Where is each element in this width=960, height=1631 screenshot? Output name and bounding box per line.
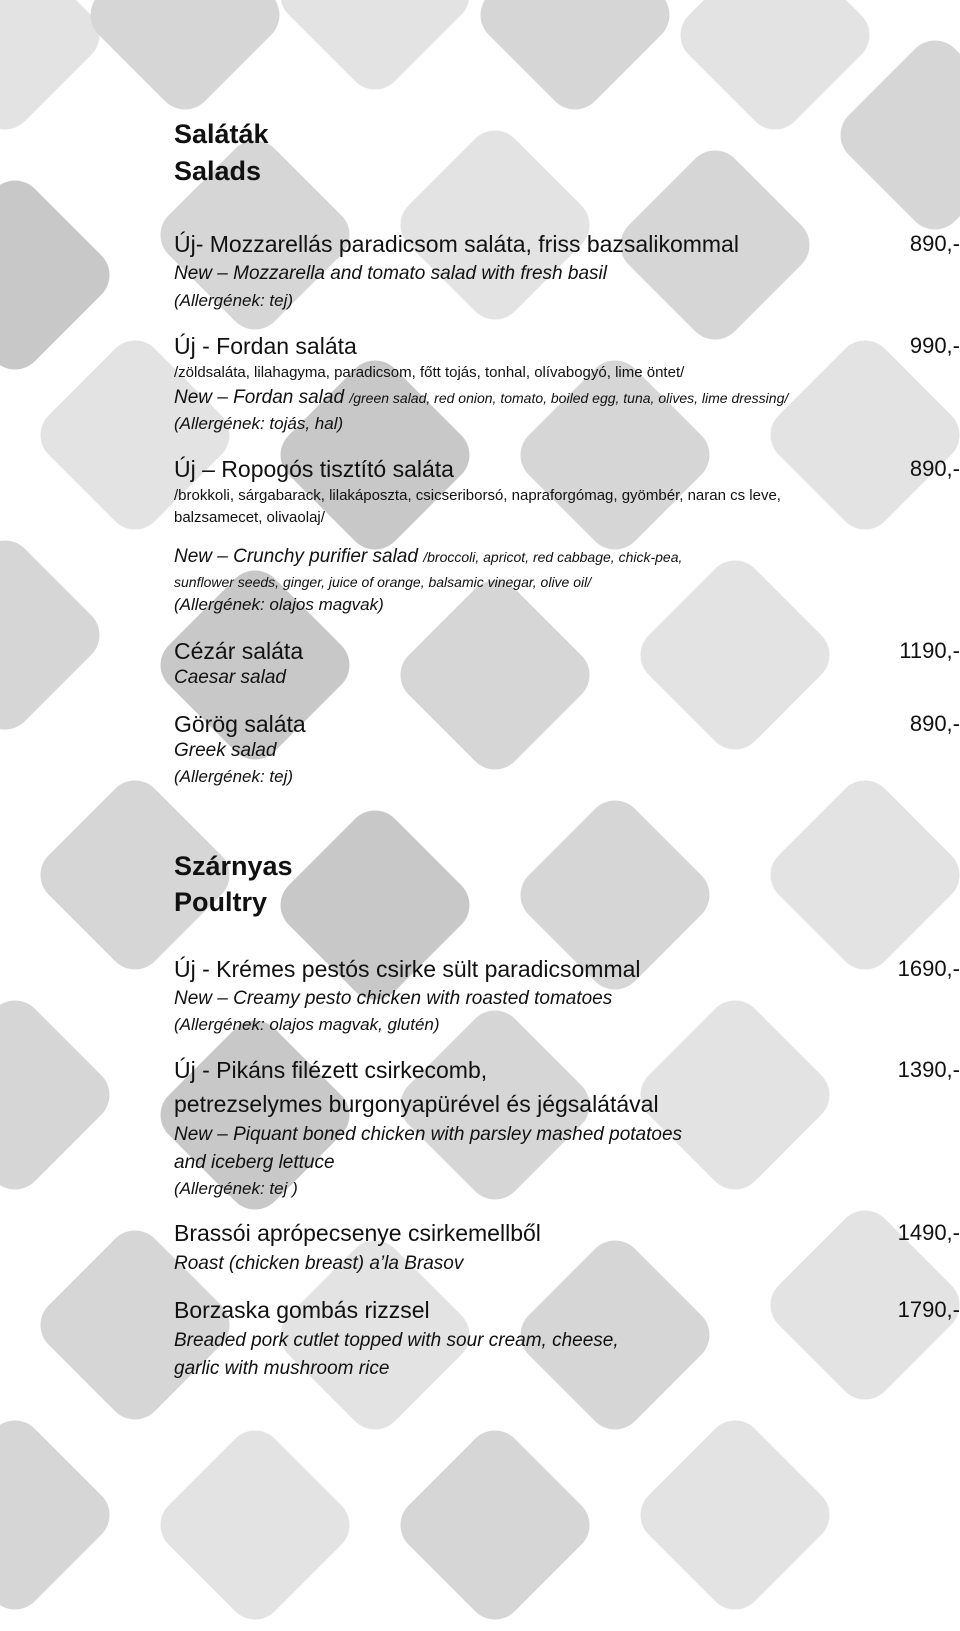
menu-item-allergens: (Allergének: olajos magvak, glutén) — [174, 1015, 440, 1034]
background-tile — [759, 769, 960, 981]
background-tile — [629, 1409, 841, 1621]
menu-item-english: Roast (chicken breast) a’la Brasov — [174, 1253, 464, 1274]
menu-item-english: Breaded pork cutlet topped with sour cream, cheese, — [174, 1330, 619, 1351]
menu-item-english: Greek salad — [174, 740, 277, 761]
menu-item-name: Brassói aprópecsenye csirkemellből — [174, 1220, 541, 1246]
menu-item-name: Új - Krémes pestós csirke sült paradicsommal — [174, 956, 641, 982]
menu-item-english-description: sunflower seeds, ginger, juice of orange, balsamic vinegar, olive oil/ — [174, 574, 592, 590]
menu-item-name: Görög saláta — [174, 711, 306, 737]
menu-item-description: balzsamecet, olivaolaj/ — [174, 509, 325, 526]
background-tile — [389, 1419, 601, 1631]
menu-item-english: New – Crunchy purifier salad — [174, 546, 418, 567]
menu-item-english: New – Mozzarella and tomato salad with fresh basil — [174, 263, 607, 284]
menu-item-name: Cézár saláta — [174, 638, 304, 664]
menu-item-name: Új- Mozzarellás paradicsom saláta, friss bazsalikommal — [174, 231, 739, 257]
menu-item-name: Új - Pikáns filézett csirkecomb, — [174, 1057, 488, 1083]
menu-item-english-description: /green salad, red onion, tomato, boiled egg, tuna, olives, lime dressing/ — [349, 390, 789, 406]
background-tile — [389, 119, 601, 331]
background-tile — [0, 989, 121, 1201]
section-title-en: Poultry — [174, 887, 268, 917]
background-tile — [149, 1419, 361, 1631]
menu-item-price: 1690,- — [897, 956, 960, 981]
background-tile — [29, 1219, 241, 1431]
menu-item-english: and iceberg lettuce — [174, 1152, 335, 1173]
menu-item-name: Borzaska gombás rizzsel — [174, 1297, 430, 1323]
section-title-hu: Szárnyas — [174, 851, 293, 881]
menu-item-price: 1490,- — [897, 1220, 960, 1245]
menu-item-name: Új – Ropogós tisztító saláta — [174, 456, 454, 482]
background-tile — [759, 329, 960, 541]
menu-item-name: Új - Fordan saláta — [174, 333, 357, 359]
background-tile — [0, 529, 111, 741]
section-title-hu: Saláták — [174, 119, 269, 149]
menu-item-price: 890,- — [909, 711, 960, 736]
background-tile — [0, 1409, 121, 1621]
menu-item-english: New – Fordan salad — [174, 387, 345, 408]
background-tile — [389, 569, 601, 781]
background-tile — [79, 0, 291, 121]
menu-item-english: garlic with mushroom rice — [174, 1358, 390, 1379]
menu-item-allergens: (Allergének: tojás, hal) — [174, 414, 344, 433]
menu-item-description: /brokkoli, sárgabarack, lilakáposzta, csicseriborsó, napraforgómag, gyömbér, naran cs leve, — [174, 487, 781, 504]
menu-item-name: petrezselymes burgonyapürével és jégsalátával — [174, 1091, 659, 1117]
menu-item-price: 1390,- — [897, 1057, 960, 1082]
background-tile — [629, 549, 841, 761]
menu-item-description: /zöldsaláta, lilahagyma, paradicsom, főtt tojás, tonhal, olívabogyó, lime öntet/ — [174, 364, 685, 381]
menu-item-allergens: (Allergének: tej ) — [174, 1179, 298, 1198]
menu-item-english-description: /broccoli, apricot, red cabbage, chick-pea, — [423, 549, 683, 565]
background-tile — [269, 0, 481, 101]
menu-item-allergens: (Allergének: tej) — [174, 767, 294, 786]
background-tile — [469, 0, 681, 121]
menu-item-price: 890,- — [909, 231, 960, 256]
background-tile — [0, 169, 121, 381]
section-title-en: Salads — [174, 156, 262, 186]
menu-item-english: New – Piquant boned chicken with parsley mashed potatoes — [174, 1124, 683, 1145]
background-tile — [629, 989, 841, 1201]
menu-item-english: New – Creamy pesto chicken with roasted tomatoes — [174, 988, 613, 1009]
menu-item-allergens: (Allergének: olajos magvak) — [174, 595, 384, 614]
menu-item-english-line — [174, 545, 682, 569]
menu-item-price: 1790,- — [897, 1297, 960, 1322]
menu-item-english: Caesar salad — [174, 667, 286, 688]
menu-item-price: 1190,- — [899, 638, 960, 663]
menu-item-allergens: (Allergének: tej) — [174, 291, 294, 310]
menu-item-price: 890,- — [909, 456, 960, 481]
menu-item-price: 990,- — [909, 333, 960, 358]
menu-item-english-line — [174, 386, 788, 410]
